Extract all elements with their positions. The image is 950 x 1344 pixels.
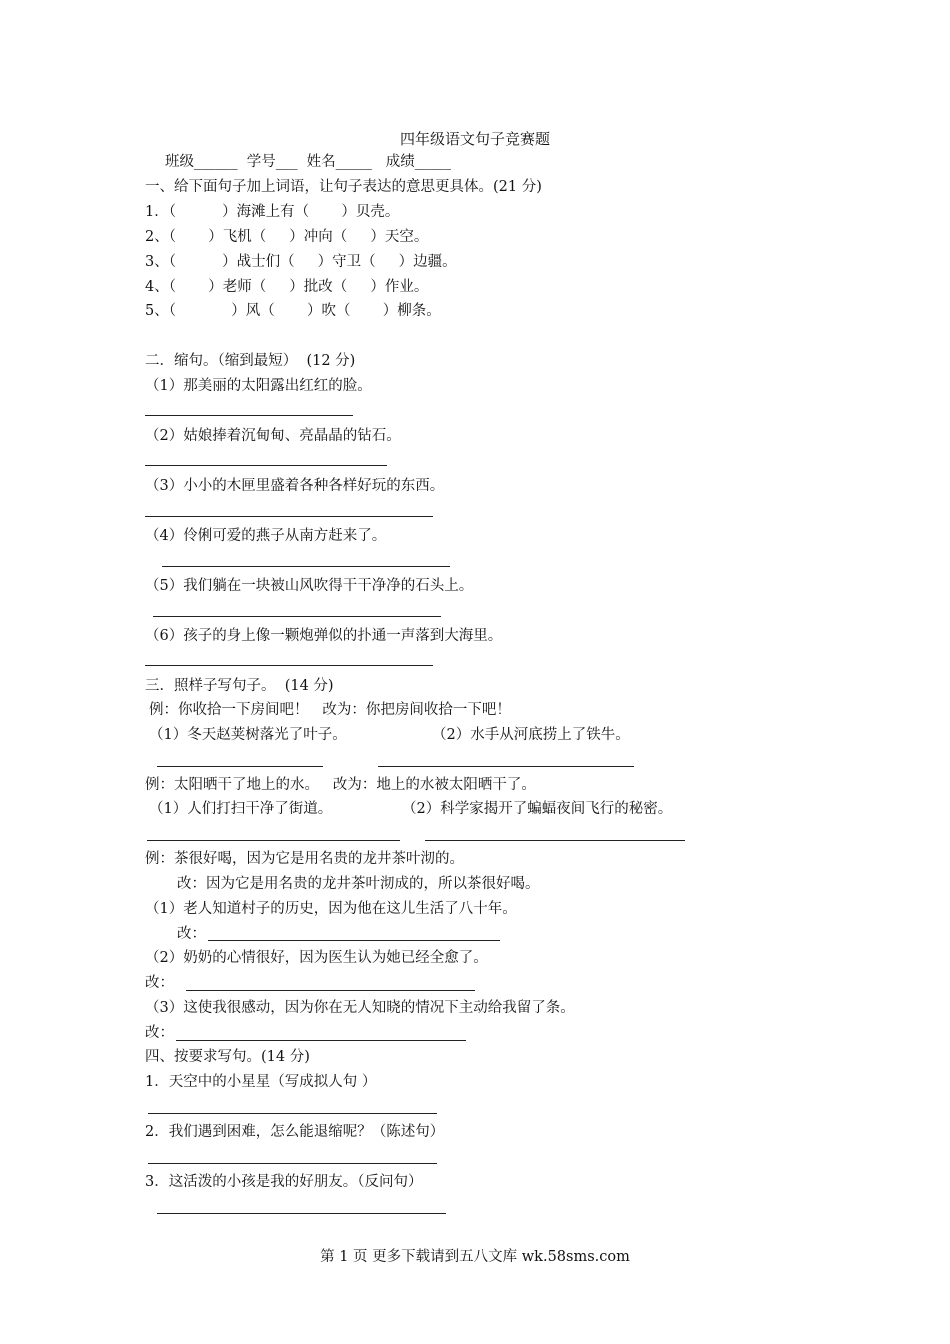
s4-item-1: 1．天空中的小星星（写成拟人句 ） [145,1074,377,1090]
answer-line[interactable] [378,766,634,767]
answer-line[interactable] [176,1040,466,1041]
section-2-heading: 二．缩句。（缩到最短） (12 分) [145,353,356,369]
s1-item-5: 5、（ ）风（ ）吹（ ）柳条。 [145,303,441,319]
section-3-heading: 三．照样子写句子。 (14 分) [145,678,334,694]
example-1-question-1: （1）冬天赵荚树落光了叶子。 [149,727,347,743]
answer-line[interactable] [145,665,433,666]
s4-item-3: 3．这活泼的小孩是我的好朋友。（反问句） [145,1174,423,1190]
answer-line[interactable] [145,465,387,466]
s3-question-1-change-label: 改： [177,926,206,942]
answer-line[interactable] [425,840,685,841]
s2-item-6: （6）孩子的身上像一颗炮弹似的扑通一声落到大海里。 [145,628,503,644]
answer-line[interactable] [148,1163,437,1164]
s1-item-4: 4、（ ）老师（ ）批改（ ）作业。 [145,279,429,295]
answer-line[interactable] [145,516,433,517]
answer-line[interactable] [162,566,450,567]
s1-item-1: 1．（ ）海滩上有（ ）贝壳。 [145,204,400,220]
s4-item-2: 2．我们遇到困难，怎么能退缩呢？（陈述句） [145,1124,445,1140]
example-2: 例：太阳晒干了地上的水。 改为：地上的水被太阳晒干了。 [145,777,536,793]
s1-item-2: 2、（ ）飞机（ ）冲向（ ）天空。 [145,229,429,245]
s3-question-2: （2）奶奶的心情很好，因为医生认为她已经全愈了。 [145,950,488,966]
answer-line[interactable] [153,616,441,617]
example-3-change: 改：因为它是用名贵的龙井茶叶沏成的，所以茶很好喝。 [177,876,540,892]
s3-question-3: （3）这使我很感动，因为你在无人知晓的情况下主动给我留了条。 [145,1000,575,1016]
answer-line[interactable] [148,1113,437,1114]
page-title: 四年级语文句子竞赛题 [399,130,550,148]
example-1: 例：你收拾一下房间吧！ 改为：你把房间收拾一下吧！ [149,702,511,718]
answer-line[interactable] [145,415,353,416]
example-2-question-2: （2）科学家揭开了蝙蝠夜间飞行的秘密。 [402,801,673,817]
s1-item-3: 3、（ ）战士们（ ）守卫（ ）边疆。 [145,254,457,270]
s3-question-2-change-label: 改： [145,975,174,991]
answer-line[interactable] [147,840,400,841]
answer-line[interactable] [186,990,475,991]
answer-line[interactable] [157,766,323,767]
s2-item-3: （3）小小的木匣里盛着各种各样好玩的东西。 [145,478,445,494]
example-2-question-1: （1）人们打扫干净了街道。 [149,801,333,817]
s2-item-1: （1）那美丽的太阳露出红红的脸。 [145,378,372,394]
example-1-question-2: （2）水手从河底捞上了铁牛。 [432,727,630,743]
s3-question-1: （1）老人知道村子的历史，因为他在这儿生活了八十年。 [145,901,517,917]
section-1-heading: 一、给下面句子加上词语，让句子表达的意思更具体。(21 分) [145,179,542,195]
s3-question-3-change-label: 改： [145,1025,174,1041]
example-3: 例：茶很好喝，因为它是用名贵的龙井茶叶沏的。 [145,851,464,867]
answer-line[interactable] [208,940,500,941]
s2-item-2: （2）姑娘捧着沉甸甸、亮晶晶的钻石。 [145,428,401,444]
section-4-heading: 四、按要求写句。(14 分) [145,1049,310,1065]
s2-item-4: （4）伶俐可爱的燕子从南方赶来了。 [145,528,387,544]
student-info-line: 班级______ 学号___ 姓名_____ 成绩_____ [165,154,452,170]
answer-line[interactable] [157,1213,446,1214]
s2-item-5: （5）我们躺在一块被山风吹得干干净净的石头上。 [145,578,474,594]
page-footer: 第 1 页 更多下载请到五八文库 wk.58sms.com [320,1249,630,1265]
